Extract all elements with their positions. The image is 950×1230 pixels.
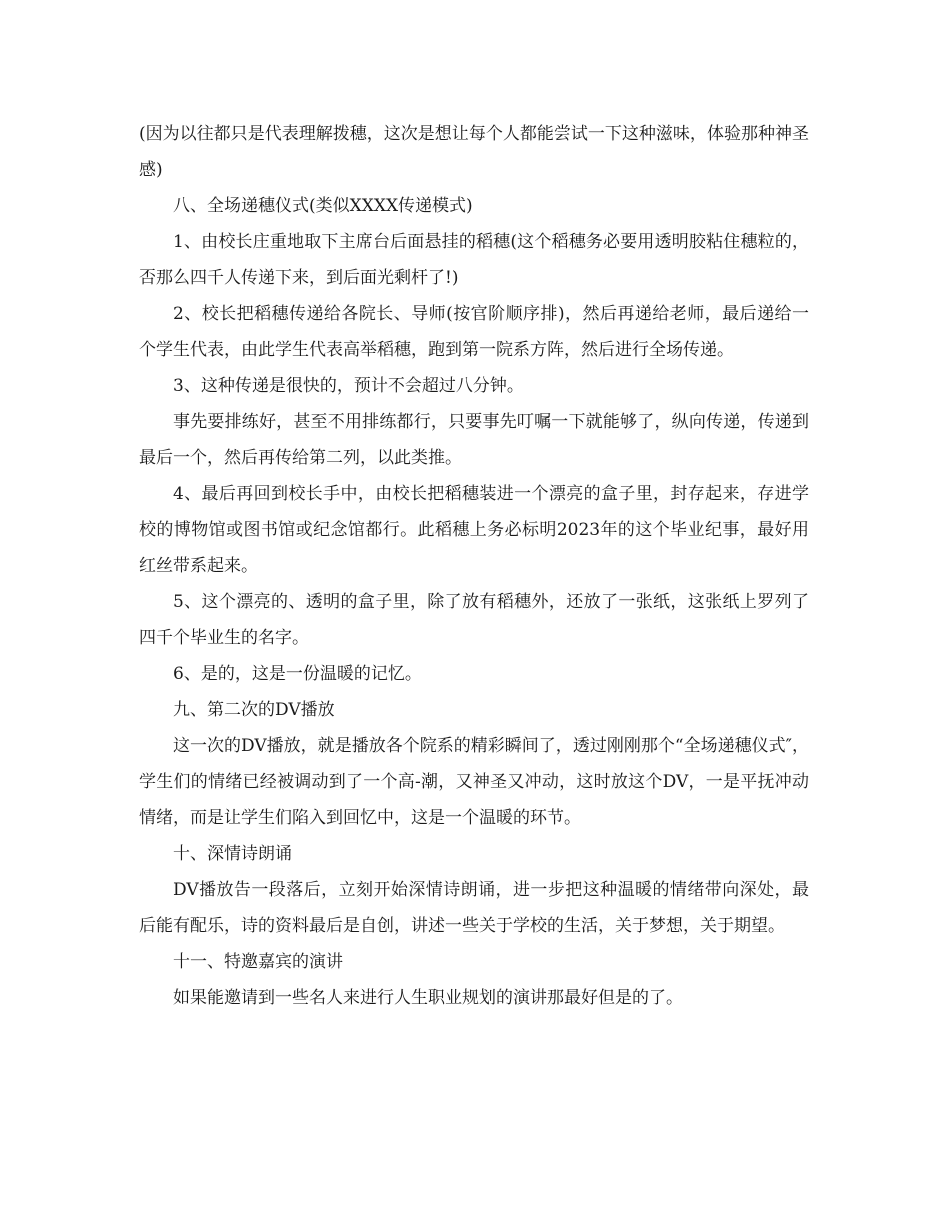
list-item-3: 3、这种传递是很快的，预计不会超过八分钟。: [173, 376, 524, 396]
paragraph-continuation: (因为以往都只是代表理解拨穗，这次是想让每个人都能尝试一下这种滋味，体验那种神圣感): [139, 124, 809, 180]
section-heading-11: 十一、特邀嘉宾的演讲: [173, 952, 343, 972]
section-heading-9: 九、第二次的DV播放: [173, 700, 335, 720]
paragraph-dv-playback: 这一次的DV播放，就是播放各个院系的精彩瞬间了，透过刚刚那个“全场递穗仪式″，学生们的情绪已经被调动到了一个高-潮，又神圣又冲动，这时放这个DV，一是平抚冲动情绪，而是让学生们陷入到回忆中，这是一个温暖的环节。: [139, 736, 809, 828]
document-body: [139, 116, 809, 1016]
section-heading-10: 十、深情诗朗诵: [173, 844, 292, 864]
list-item-1: 1、由校长庄重地取下主席台后面悬挂的稻穗(这个稻穗务必要用透明胶粘住穗粒的，否那么四千人传递下来，到后面光剩杆了!): [139, 232, 809, 288]
section-heading-8: 八、全场递穗仪式(类似XXXX传递模式): [173, 196, 473, 216]
paragraph-rehearsal: 事先要排练好，甚至不用排练都行，只要事先叮嘱一下就能够了，纵向传递，传递到最后一个，然后再传给第二列，以此类推。: [139, 412, 809, 468]
paragraph-poetry: DV播放告一段落后，立刻开始深情诗朗诵，进一步把这种温暖的情绪带向深处，最后能有配乐，诗的资料最后是自创，讲述一些关于学校的生活，关于梦想，关于期望。: [139, 880, 809, 936]
paragraph-guest-speech: 如果能邀请到一些名人来进行人生职业规划的演讲那最好但是的了。: [173, 988, 683, 1008]
list-item-5: 5、这个漂亮的、透明的盒子里，除了放有稻穗外，还放了一张纸，这张纸上罗列了四千个毕业生的名字。: [139, 592, 809, 648]
list-item-6: 6、是的，这是一份温暖的记忆。: [173, 664, 422, 684]
list-item-4: 4、最后再回到校长手中，由校长把稻穗装进一个漂亮的盒子里，封存起来，存进学校的博物馆或图书馆或纪念馆都行。此稻穗上务必标明2023年的这个毕业纪事，最好用红丝带系起来。: [139, 484, 809, 576]
list-item-2: 2、校长把稻穗传递给各院长、导师(按官阶顺序排)，然后再递给老师，最后递给一个学生代表，由此学生代表高举稻穗，跑到第一院系方阵，然后进行全场传递。: [139, 304, 809, 360]
